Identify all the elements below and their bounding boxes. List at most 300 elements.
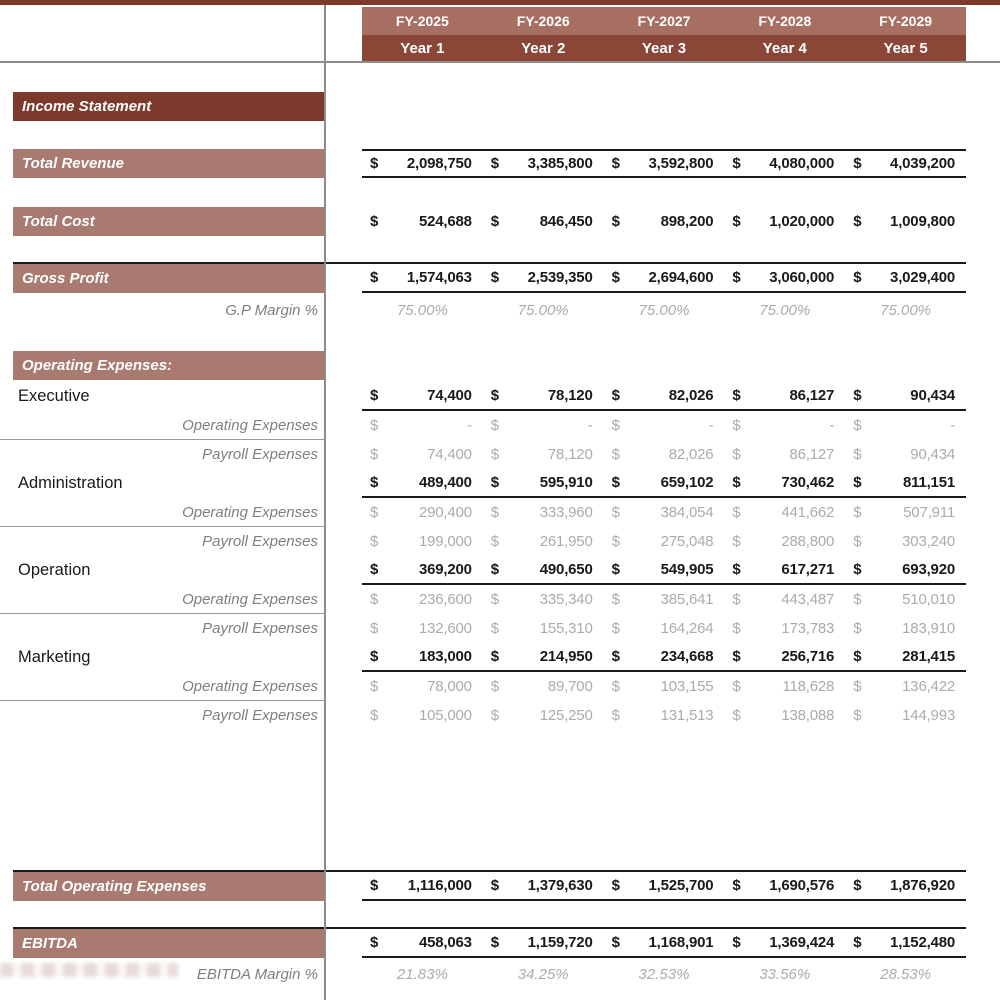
total-cost-value-y2[interactable] <box>483 207 604 236</box>
amount: 74,400 <box>427 446 472 463</box>
amount: 443,487 <box>781 591 835 608</box>
operating-expenses-section-row <box>0 351 1000 380</box>
operation-payroll-expenses-value-y2[interactable] <box>483 614 604 643</box>
operation-operating-expenses-value-y2[interactable] <box>483 585 604 614</box>
currency-symbol: $ <box>490 474 499 491</box>
executive-value-y4[interactable] <box>724 382 845 409</box>
gross-profit-value-y4[interactable] <box>724 264 845 291</box>
year-1-header-cell[interactable]: Year 1 <box>400 39 445 57</box>
currency-symbol: $ <box>611 877 620 894</box>
currency-symbol: $ <box>732 707 741 724</box>
currency-symbol: $ <box>370 504 379 521</box>
administration-value-y3[interactable] <box>604 469 725 496</box>
marketing-value-y2[interactable] <box>483 643 604 670</box>
marketing-operating-expenses-values <box>362 672 966 701</box>
administration-payroll-expenses-value-y4[interactable] <box>724 527 845 556</box>
currency-symbol: $ <box>490 620 499 637</box>
operation-operating-expenses-value-y3[interactable] <box>604 585 725 614</box>
year-2-header-cell[interactable]: Year 2 <box>521 39 566 57</box>
amount: 303,240 <box>902 533 955 550</box>
administration-value-y5[interactable] <box>845 469 966 496</box>
total-cost-value-y3[interactable] <box>604 207 725 236</box>
administration-operating-expenses-value-y3[interactable] <box>604 498 725 527</box>
operation-operating-expenses-values <box>362 585 966 614</box>
amount: 2,539,350 <box>527 269 593 286</box>
marketing-payroll-expenses-value-y5[interactable] <box>845 701 966 730</box>
currency-symbol: $ <box>732 269 741 286</box>
amount: 458,063 <box>418 934 472 951</box>
amount: 164,264 <box>660 620 714 637</box>
marketing-operating-expenses-value-y3[interactable] <box>604 672 725 701</box>
executive-operating-expenses-value-y5[interactable] <box>845 411 966 440</box>
total-operating-expenses-value-y4[interactable] <box>724 872 845 899</box>
amount: 214,950 <box>539 648 593 665</box>
amount: 335,340 <box>539 591 593 608</box>
currency-symbol: $ <box>490 504 499 521</box>
amount: 490,650 <box>539 561 593 578</box>
percentage: 32.53% <box>638 966 690 983</box>
amount: 78,120 <box>547 446 593 463</box>
amount: 811,151 <box>902 474 955 491</box>
amount: 90,434 <box>910 446 955 463</box>
total-revenue-value-y4[interactable] <box>724 151 845 176</box>
currency-symbol: $ <box>853 678 862 695</box>
gp-margin-row <box>0 296 1000 325</box>
amount: 236,600 <box>418 591 472 608</box>
total-operating-expenses-row <box>0 872 1000 901</box>
total-cost-value-y4[interactable] <box>724 207 845 236</box>
currency-symbol: $ <box>490 269 499 286</box>
fy-2029-header-cell[interactable]: FY-2029 <box>879 13 933 29</box>
amount: 281,415 <box>902 648 955 665</box>
currency-symbol: $ <box>611 620 620 637</box>
currency-symbol: $ <box>853 591 862 608</box>
amount: 234,668 <box>660 648 714 665</box>
operation-value-y2[interactable] <box>483 556 604 583</box>
ebitda-label[interactable]: EBITDA <box>13 929 326 958</box>
amount: 1,159,720 <box>527 934 593 951</box>
amount: 90,434 <box>910 387 955 404</box>
currency-symbol: $ <box>611 934 620 951</box>
amount: 136,422 <box>902 678 955 695</box>
administration-value-y1[interactable] <box>362 469 483 496</box>
currency-symbol: $ <box>611 213 620 230</box>
currency-symbol: $ <box>490 707 499 724</box>
total-operating-expenses-value-y5[interactable] <box>845 872 966 899</box>
administration-values <box>362 469 966 498</box>
marketing-payroll-expenses-label[interactable]: Payroll Expenses <box>202 707 318 724</box>
gp-margin-value-y1[interactable] <box>362 296 483 325</box>
marketing-payroll-expenses-row <box>0 701 1000 730</box>
operation-payroll-expenses-value-y5[interactable] <box>845 614 966 643</box>
currency-symbol: $ <box>490 417 499 434</box>
administration-payroll-expenses-value-y2[interactable] <box>483 527 604 556</box>
marketing-payroll-expenses-value-y1[interactable] <box>362 701 483 730</box>
total-revenue-value-y1[interactable] <box>362 151 483 176</box>
amount: 183,910 <box>902 620 955 637</box>
income-statement-row <box>0 92 1000 121</box>
currency-symbol: $ <box>370 591 379 608</box>
administration-value-y4[interactable] <box>724 469 845 496</box>
currency-symbol: $ <box>370 648 379 665</box>
total-operating-expenses-value-y2[interactable] <box>483 872 604 899</box>
amount: 846,450 <box>539 213 593 230</box>
operation-payroll-expenses-values <box>362 614 966 643</box>
amount: 1,574,063 <box>406 269 472 286</box>
total-cost-row <box>0 207 1000 236</box>
amount: 290,400 <box>418 504 472 521</box>
amount: 131,513 <box>660 707 714 724</box>
executive-payroll-expenses-value-y2[interactable] <box>483 440 604 469</box>
amount: 1,690,576 <box>769 877 835 894</box>
marketing-value-y4[interactable] <box>724 643 845 670</box>
amount: 3,060,000 <box>769 269 835 286</box>
gp-margin-value-y3[interactable] <box>604 296 725 325</box>
operation-payroll-expenses-value-y1[interactable] <box>362 614 483 643</box>
amount: 1,525,700 <box>648 877 714 894</box>
ebitda-margin-value-y2[interactable] <box>483 960 604 989</box>
total-operating-expenses-values <box>362 872 966 901</box>
currency-symbol: $ <box>370 877 379 894</box>
amount: 173,783 <box>781 620 835 637</box>
currency-symbol: $ <box>611 417 620 434</box>
percentage: 75.00% <box>638 302 690 319</box>
income-statement-label[interactable]: Income Statement <box>13 92 326 121</box>
operation-value-y4[interactable] <box>724 556 845 583</box>
amount: 86,127 <box>789 446 835 463</box>
fiscal-year-header-row <box>362 7 966 35</box>
operation-operating-expenses-value-y5[interactable] <box>845 585 966 614</box>
administration-operating-expenses-label[interactable]: Operating Expenses <box>0 498 326 527</box>
amount: 1,369,424 <box>769 934 835 951</box>
currency-symbol: $ <box>732 504 741 521</box>
amount: 1,020,000 <box>769 213 835 230</box>
currency-symbol: $ <box>490 648 499 665</box>
total-revenue-row <box>0 149 1000 178</box>
operation-operating-expenses-value-y4[interactable] <box>724 585 845 614</box>
marketing-values <box>362 643 966 672</box>
currency-symbol: $ <box>732 678 741 695</box>
currency-symbol: $ <box>853 446 862 463</box>
amount: 3,029,400 <box>890 269 955 286</box>
currency-symbol: $ <box>611 504 620 521</box>
executive-operating-expenses-value-y1[interactable] <box>362 411 483 440</box>
currency-symbol: $ <box>611 678 620 695</box>
ebitda-margin-values <box>362 960 966 989</box>
percentage: 75.00% <box>880 302 932 319</box>
currency-symbol: $ <box>853 387 862 404</box>
currency-symbol: $ <box>732 533 741 550</box>
amount: 659,102 <box>660 474 714 491</box>
executive-operating-expenses-value-y2[interactable] <box>483 411 604 440</box>
ebitda-margin-value-y5[interactable] <box>845 960 966 989</box>
executive-payroll-expenses-row <box>0 440 1000 469</box>
amount: 2,694,600 <box>648 269 714 286</box>
currency-symbol: $ <box>490 561 499 578</box>
executive-value-y5[interactable] <box>845 382 966 409</box>
gp-margin-value-y4[interactable] <box>724 296 845 325</box>
amount: 384,054 <box>660 504 714 521</box>
administration-row <box>0 469 1000 498</box>
marketing-operating-expenses-value-y5[interactable] <box>845 672 966 701</box>
marketing-payroll-expenses-value-y3[interactable] <box>604 701 725 730</box>
marketing-payroll-expenses-values <box>362 701 966 730</box>
total-cost-value-y5[interactable] <box>845 207 966 236</box>
total-revenue-value-y5[interactable] <box>845 151 966 176</box>
fy-2027-header-cell[interactable]: FY-2027 <box>637 13 691 29</box>
executive-payroll-expenses-value-y3[interactable] <box>604 440 725 469</box>
percentage: 75.00% <box>759 302 811 319</box>
amount: 78,120 <box>547 387 593 404</box>
currency-symbol: $ <box>853 877 862 894</box>
currency-symbol: $ <box>853 707 862 724</box>
currency-symbol: $ <box>490 446 499 463</box>
amount: 595,910 <box>539 474 593 491</box>
currency-symbol: $ <box>732 446 741 463</box>
operation-payroll-expenses-row <box>0 614 1000 643</box>
gross-profit-value-y3[interactable] <box>604 264 725 291</box>
amount: 1,152,480 <box>890 934 955 951</box>
operation-label[interactable]: Operation <box>18 561 91 579</box>
ebitda-value-y4[interactable] <box>724 929 845 956</box>
amount: 183,000 <box>418 648 472 665</box>
administration-payroll-expenses-label[interactable]: Payroll Expenses <box>202 533 318 550</box>
currency-symbol: $ <box>853 648 862 665</box>
currency-symbol: $ <box>370 213 379 230</box>
operating-expenses-section-label[interactable]: Operating Expenses: <box>13 351 326 380</box>
operation-payroll-expenses-value-y4[interactable] <box>724 614 845 643</box>
year-5-header-cell[interactable]: Year 5 <box>883 39 928 57</box>
executive-payroll-expenses-label[interactable]: Payroll Expenses <box>202 446 318 463</box>
year-header-row <box>362 35 966 61</box>
gross-profit-value-y2[interactable] <box>483 264 604 291</box>
administration-value-y2[interactable] <box>483 469 604 496</box>
amount: 288,800 <box>781 533 835 550</box>
currency-symbol: $ <box>853 417 862 434</box>
amount: 1,116,000 <box>407 877 472 894</box>
total-revenue-value-y3[interactable] <box>604 151 725 176</box>
gross-profit-value-y1[interactable] <box>362 264 483 291</box>
amount: 144,993 <box>902 707 955 724</box>
marketing-operating-expenses-label[interactable]: Operating Expenses <box>0 672 326 701</box>
currency-symbol: $ <box>370 387 379 404</box>
executive-payroll-expenses-value-y1[interactable] <box>362 440 483 469</box>
marketing-value-y1[interactable] <box>362 643 483 670</box>
currency-symbol: $ <box>490 678 499 695</box>
percentage: 75.00% <box>396 302 448 319</box>
executive-value-y1[interactable] <box>362 382 483 409</box>
executive-operating-expenses-label[interactable]: Operating Expenses <box>0 411 326 440</box>
marketing-operating-expenses-row <box>0 672 1000 701</box>
currency-symbol: $ <box>611 533 620 550</box>
amount: 125,250 <box>539 707 593 724</box>
percentage: 28.53% <box>880 966 932 983</box>
marketing-value-y3[interactable] <box>604 643 725 670</box>
total-revenue-value-y2[interactable] <box>483 151 604 176</box>
header-divider-line <box>0 61 1000 63</box>
executive-payroll-expenses-value-y4[interactable] <box>724 440 845 469</box>
fy-2026-header-cell[interactable]: FY-2026 <box>516 13 570 29</box>
percentage: 21.83% <box>396 966 448 983</box>
operation-payroll-expenses-label[interactable]: Payroll Expenses <box>202 620 318 637</box>
executive-operating-expenses-value-y3[interactable] <box>604 411 725 440</box>
amount: - <box>467 417 472 434</box>
total-operating-expenses-value-y3[interactable] <box>604 872 725 899</box>
amount: 118,628 <box>782 678 835 695</box>
operation-payroll-expenses-value-y3[interactable] <box>604 614 725 643</box>
amount: - <box>708 417 714 434</box>
currency-symbol: $ <box>370 155 379 172</box>
amount: 261,950 <box>539 533 593 550</box>
gross-profit-values <box>362 264 966 293</box>
operation-operating-expenses-label[interactable]: Operating Expenses <box>0 585 326 614</box>
total-cost-value-y1[interactable] <box>362 207 483 236</box>
currency-symbol: $ <box>853 474 862 491</box>
amount: 510,010 <box>902 591 955 608</box>
executive-value-y3[interactable] <box>604 382 725 409</box>
gross-profit-value-y5[interactable] <box>845 264 966 291</box>
year-3-header-cell[interactable]: Year 3 <box>641 39 687 57</box>
gp-margin-label[interactable]: G.P Margin % <box>225 302 318 319</box>
currency-symbol: $ <box>611 561 620 578</box>
operation-value-y5[interactable] <box>845 556 966 583</box>
amount: 199,000 <box>418 533 472 550</box>
marketing-label[interactable]: Marketing <box>18 648 91 666</box>
administration-payroll-expenses-row <box>0 527 1000 556</box>
total-revenue-label[interactable]: Total Revenue <box>13 149 326 178</box>
executive-operating-expenses-value-y4[interactable] <box>724 411 845 440</box>
marketing-operating-expenses-value-y1[interactable] <box>362 672 483 701</box>
currency-symbol: $ <box>370 678 379 695</box>
ebitda-value-y3[interactable] <box>604 929 725 956</box>
marketing-operating-expenses-value-y4[interactable] <box>724 672 845 701</box>
amount: 74,400 <box>427 387 472 404</box>
operation-value-y1[interactable] <box>362 556 483 583</box>
currency-symbol: $ <box>732 620 741 637</box>
currency-symbol: $ <box>732 561 741 578</box>
currency-symbol: $ <box>490 213 499 230</box>
ebitda-margin-value-y3[interactable] <box>604 960 725 989</box>
amount: 385,641 <box>660 591 714 608</box>
executive-row <box>0 382 1000 411</box>
fy-2028-header-cell[interactable]: FY-2028 <box>758 13 812 29</box>
currency-symbol: $ <box>370 446 379 463</box>
total-operating-expenses-label[interactable]: Total Operating Expenses <box>13 872 326 901</box>
amount: 489,400 <box>418 474 472 491</box>
amount: 138,088 <box>781 707 835 724</box>
amount: 4,080,000 <box>769 155 835 172</box>
ebitda-margin-label[interactable]: EBITDA Margin % <box>196 966 318 983</box>
operation-operating-expenses-value-y1[interactable] <box>362 585 483 614</box>
currency-symbol: $ <box>732 648 741 665</box>
amount: - <box>950 417 955 434</box>
amount: 441,662 <box>781 504 835 521</box>
label-column-divider <box>324 5 326 1000</box>
gross-profit-label[interactable]: Gross Profit <box>13 264 326 293</box>
currency-symbol: $ <box>370 269 379 286</box>
gp-margin-value-y5[interactable] <box>845 296 966 325</box>
administration-operating-expenses-values <box>362 498 966 527</box>
percentage: 34.25% <box>517 966 569 983</box>
administration-operating-expenses-value-y2[interactable] <box>483 498 604 527</box>
executive-payroll-expenses-values <box>362 440 966 469</box>
currency-symbol: $ <box>732 591 741 608</box>
executive-label[interactable]: Executive <box>18 387 90 405</box>
amount: 1,009,800 <box>890 213 955 230</box>
amount: 1,379,630 <box>527 877 593 894</box>
administration-operating-expenses-value-y1[interactable] <box>362 498 483 527</box>
amount: - <box>829 417 835 434</box>
ebitda-value-y2[interactable] <box>483 929 604 956</box>
currency-symbol: $ <box>370 707 379 724</box>
currency-symbol: $ <box>370 934 379 951</box>
marketing-payroll-expenses-value-y4[interactable] <box>724 701 845 730</box>
amount: 524,688 <box>418 213 472 230</box>
top-strip <box>0 0 1000 5</box>
currency-symbol: $ <box>490 934 499 951</box>
percentage: 75.00% <box>517 302 569 319</box>
amount: 78,000 <box>427 678 472 695</box>
administration-operating-expenses-value-y4[interactable] <box>724 498 845 527</box>
currency-symbol: $ <box>611 474 620 491</box>
total-cost-label[interactable]: Total Cost <box>13 207 326 236</box>
operation-value-y3[interactable] <box>604 556 725 583</box>
executive-payroll-expenses-value-y5[interactable] <box>845 440 966 469</box>
administration-label[interactable]: Administration <box>18 474 123 492</box>
currency-symbol: $ <box>370 533 379 550</box>
ebitda-margin-value-y1[interactable] <box>362 960 483 989</box>
executive-value-y2[interactable] <box>483 382 604 409</box>
currency-symbol: $ <box>853 504 862 521</box>
amount: 2,098,750 <box>406 155 472 172</box>
currency-symbol: $ <box>732 155 741 172</box>
amount: 898,200 <box>660 213 714 230</box>
currency-symbol: $ <box>370 620 379 637</box>
currency-symbol: $ <box>490 877 499 894</box>
administration-payroll-expenses-value-y3[interactable] <box>604 527 725 556</box>
percentage: 33.56% <box>759 966 811 983</box>
currency-symbol: $ <box>370 474 379 491</box>
amount: 89,700 <box>547 678 593 695</box>
currency-symbol: $ <box>490 591 499 608</box>
currency-symbol: $ <box>370 417 379 434</box>
total-revenue-values <box>362 149 966 178</box>
ebitda-value-y1[interactable] <box>362 929 483 956</box>
currency-symbol: $ <box>853 269 862 286</box>
currency-symbol: $ <box>853 561 862 578</box>
currency-symbol: $ <box>611 155 620 172</box>
currency-symbol: $ <box>732 213 741 230</box>
total-operating-expenses-value-y1[interactable] <box>362 872 483 899</box>
amount: 86,127 <box>789 387 835 404</box>
currency-symbol: $ <box>490 155 499 172</box>
ebitda-value-y5[interactable] <box>845 929 966 956</box>
administration-payroll-expenses-value-y5[interactable] <box>845 527 966 556</box>
gp-margin-value-y2[interactable] <box>483 296 604 325</box>
currency-symbol: $ <box>853 533 862 550</box>
year-4-header-cell[interactable]: Year 4 <box>762 39 807 57</box>
marketing-value-y5[interactable] <box>845 643 966 670</box>
amount: 507,911 <box>903 504 955 521</box>
ebitda-margin-value-y4[interactable] <box>724 960 845 989</box>
fy-2025-header-cell[interactable]: FY-2025 <box>395 13 449 29</box>
marketing-operating-expenses-value-y2[interactable] <box>483 672 604 701</box>
administration-operating-expenses-value-y5[interactable] <box>845 498 966 527</box>
amount: 132,600 <box>418 620 472 637</box>
marketing-payroll-expenses-value-y2[interactable] <box>483 701 604 730</box>
administration-payroll-expenses-value-y1[interactable] <box>362 527 483 556</box>
amount: 333,960 <box>539 504 593 521</box>
